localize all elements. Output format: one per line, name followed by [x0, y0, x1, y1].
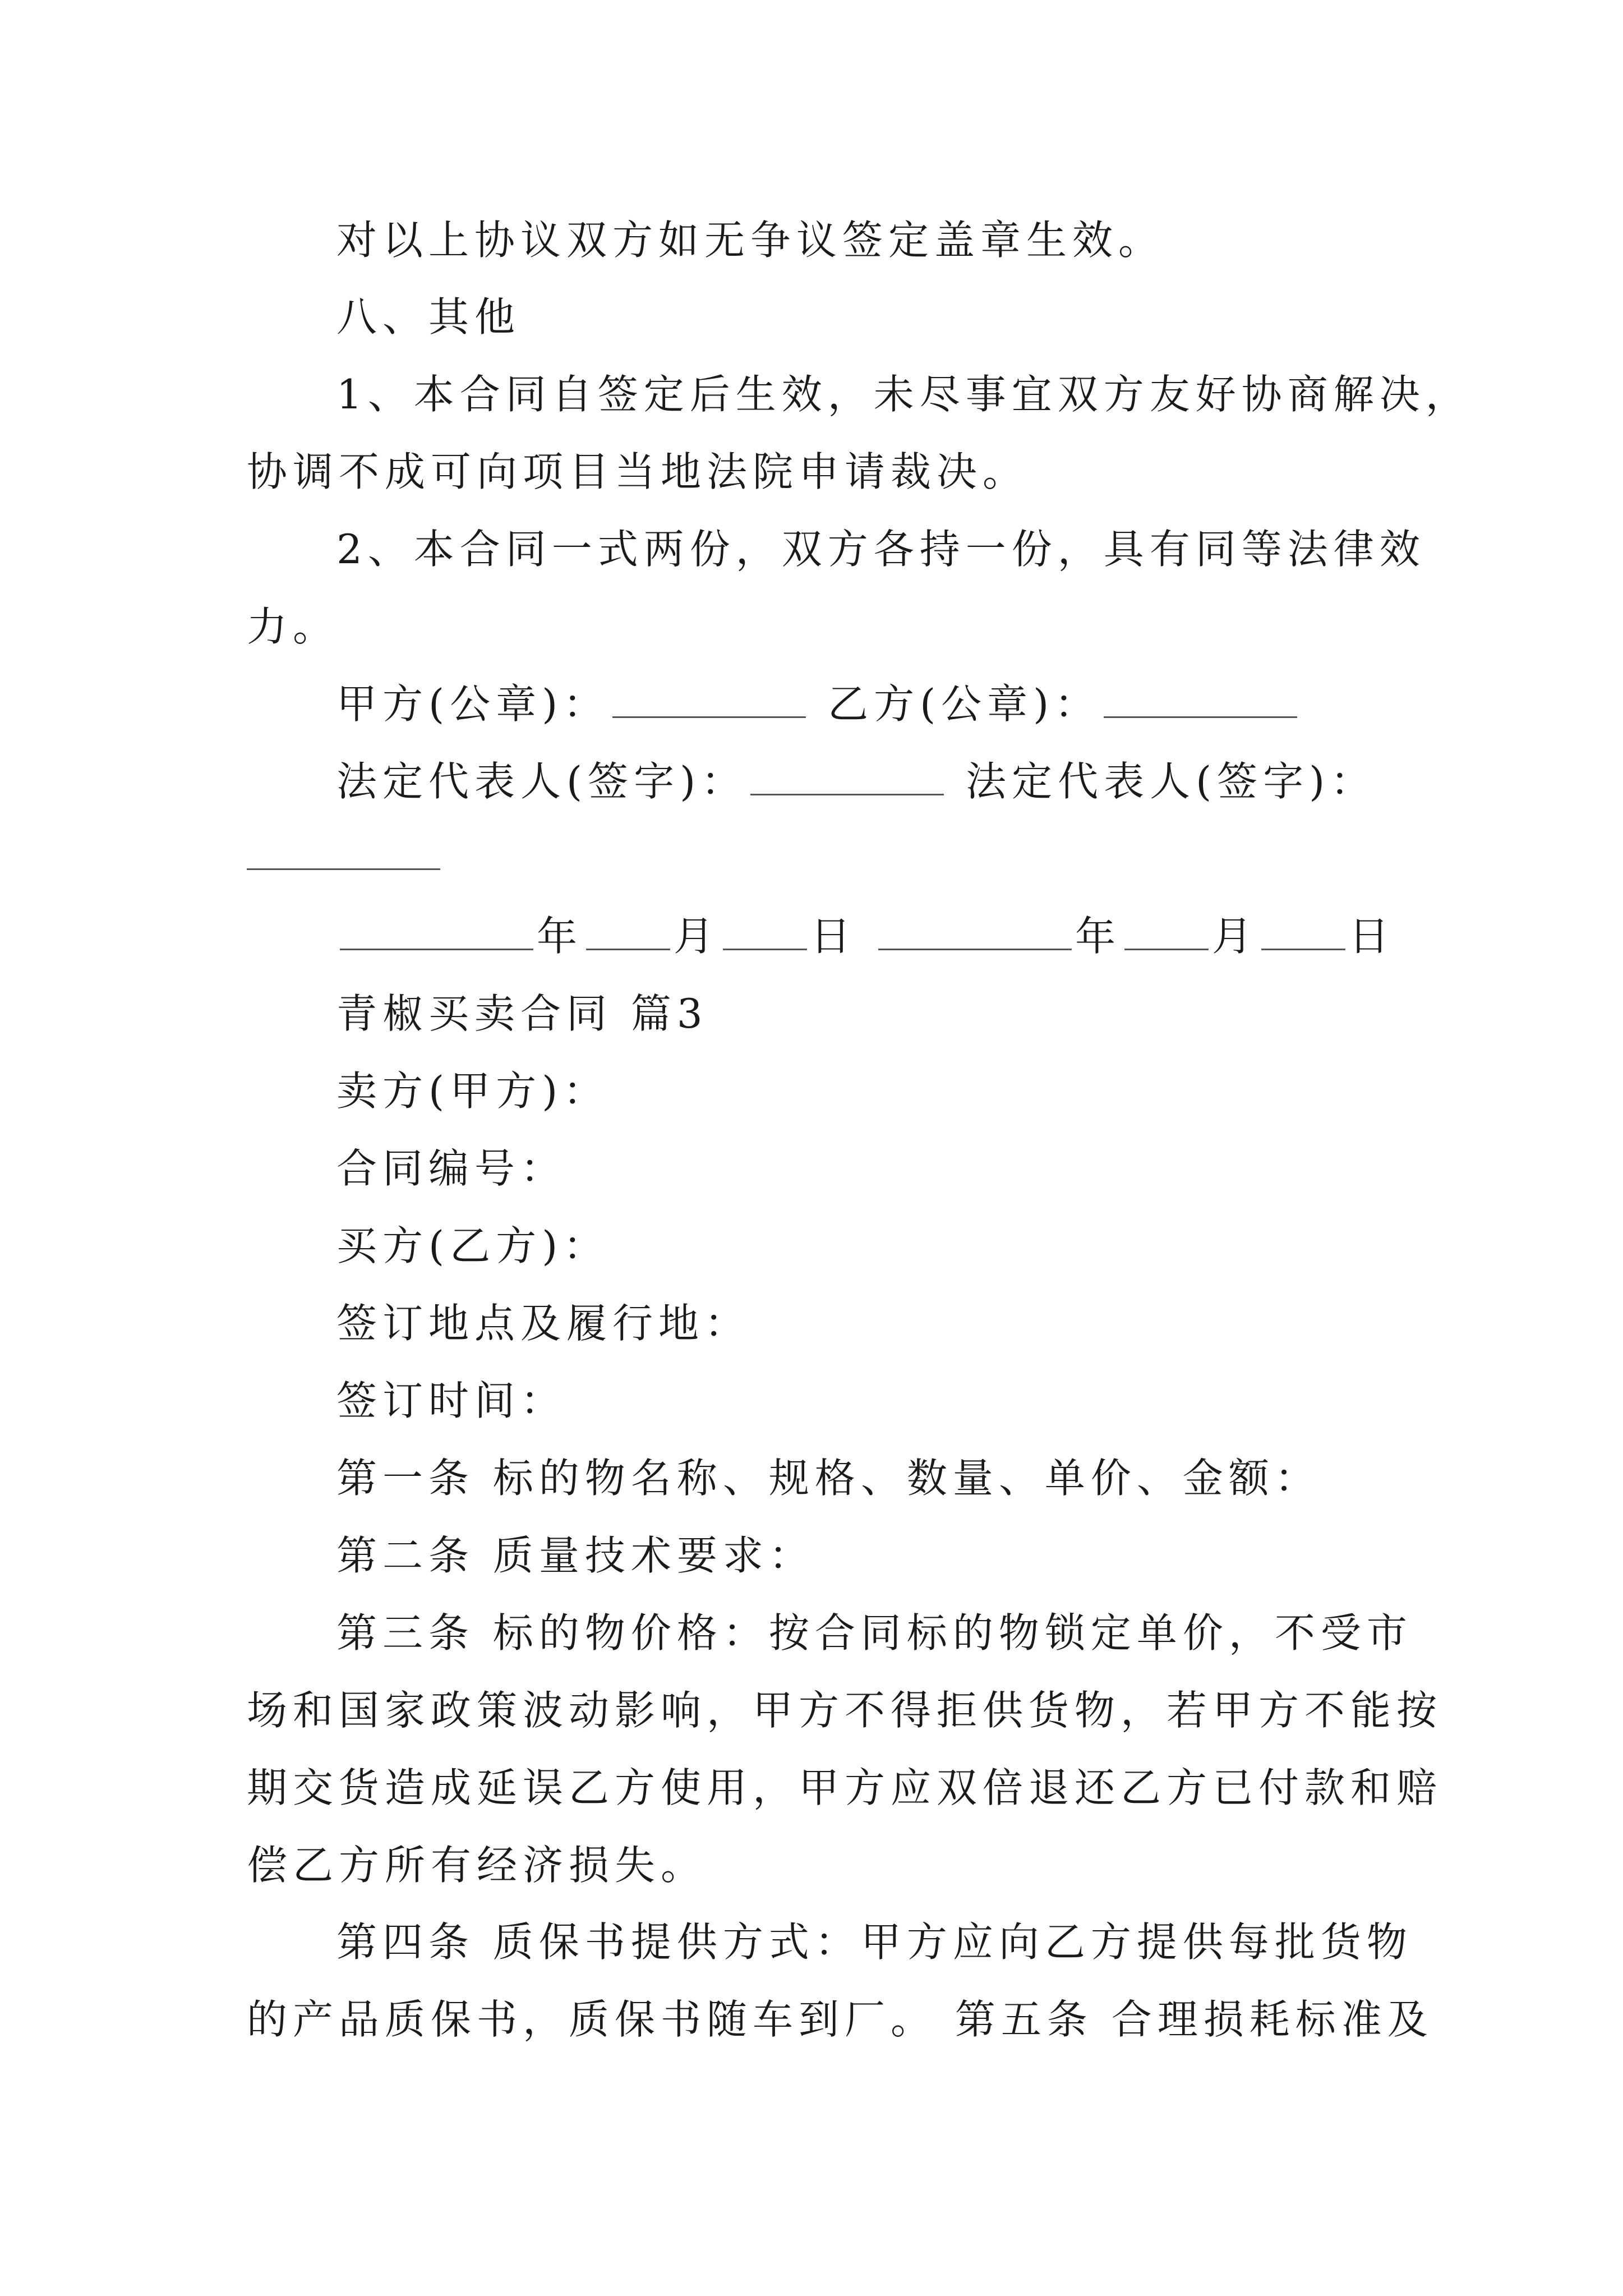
article-1: 第一条 标的物名称、规格、数量、单价、金额：: [336, 1455, 1321, 1502]
article-3-line: 场和国家政策波动影响，甲方不得拒供货物，若甲方不能按: [247, 1687, 1443, 1734]
contract-heading: 青椒买卖合同 篇3: [336, 990, 708, 1037]
date-line: [336, 911, 1395, 961]
month-label: 月: [674, 913, 720, 960]
date-blank: [586, 915, 670, 950]
representative-line: [336, 756, 1376, 807]
party-a-seal-label: 甲方(公章)：: [336, 680, 610, 728]
article-3-line: 期交货造成延误乙方使用，甲方应双倍退还乙方已付款和赔: [247, 1764, 1443, 1811]
date-blank: [878, 915, 1072, 950]
seal-line: [336, 679, 1301, 729]
buyer-field: 买方(乙方)：: [336, 1222, 610, 1269]
year-label: 年: [537, 913, 583, 960]
seller-field: 卖方(甲方)：: [336, 1068, 610, 1115]
date-blank: [723, 915, 807, 950]
place-field: 签订地点及履行地：: [336, 1300, 751, 1347]
day-label: 日: [1348, 913, 1395, 960]
date-blank: [1261, 915, 1345, 950]
party-b-seal-label: 乙方(公章)：: [828, 680, 1101, 728]
paragraph-line: 力。: [247, 603, 339, 650]
article-3-line: 第三条 标的物价格：按合同标的物锁定单价，不受市: [336, 1609, 1413, 1657]
paragraph-line: 1、本合同自签定后生效，未尽事宜双方友好协商解决，: [336, 371, 1472, 418]
signature-blank: [247, 868, 440, 870]
article-4-line: 第四条 质保书提供方式：甲方应向乙方提供每批货物: [336, 1918, 1413, 1966]
year-label: 年: [1075, 913, 1121, 960]
article-4-line: 的产品质保书，质保书随车到厂。 第五条 合理损耗标准及: [247, 1996, 1433, 2043]
month-label: 月: [1211, 913, 1258, 960]
time-field: 签订时间：: [336, 1377, 567, 1424]
article-2: 第二条 质量技术要求：: [336, 1532, 815, 1579]
rep-a-label: 法定代表人(签字)：: [336, 758, 748, 805]
contract-number-field: 合同编号：: [336, 1145, 567, 1192]
paragraph-line: 对以上协议双方如无争议签定盖章生效。: [336, 217, 1165, 264]
date-blank: [1124, 915, 1209, 950]
signature-blank: [612, 683, 806, 718]
signature-blank: [1104, 683, 1297, 718]
section-heading: 八、其他: [336, 293, 521, 341]
day-label: 日: [810, 913, 857, 960]
rep-b-label: 法定代表人(签字)：: [966, 758, 1377, 805]
date-blank: [340, 915, 533, 950]
paragraph-line: 2、本合同一式两份，双方各持一份，具有同等法律效: [336, 526, 1426, 573]
signature-blank: [750, 760, 944, 795]
article-3-line: 偿乙方所有经济损失。: [247, 1842, 707, 1889]
paragraph-line: 协调不成可向项目当地法院申请裁决。: [247, 448, 1029, 495]
